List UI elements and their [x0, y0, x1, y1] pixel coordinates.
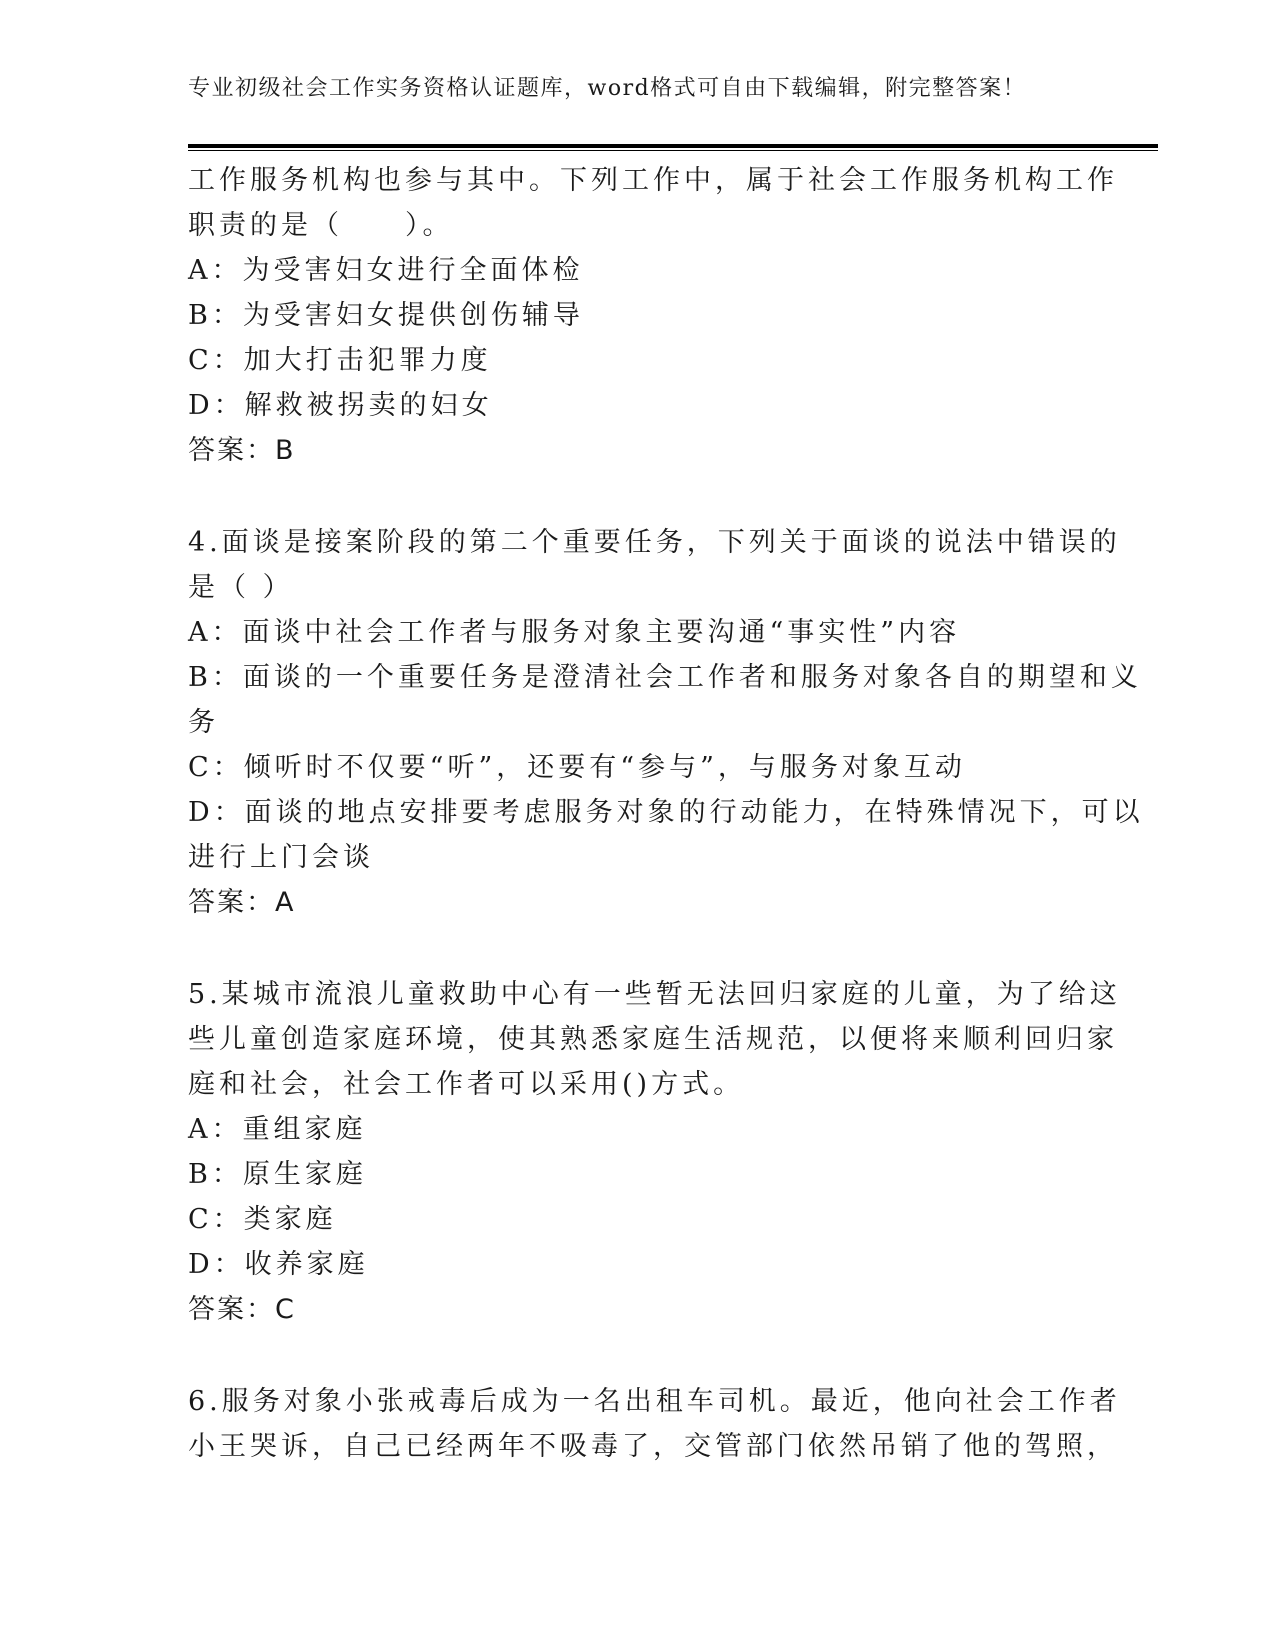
question-6 — [188, 1379, 1121, 1469]
question-stem-line: 是（ ） — [188, 572, 294, 603]
option-d: D：解救被拐卖的妇女 — [188, 390, 493, 421]
question-stem-line: 4.面谈是接案阶段的第二个重要任务，下列关于面谈的说法中错误的 — [188, 527, 1121, 558]
question-content — [188, 158, 1144, 1469]
option-d: D：收养家庭 — [188, 1249, 369, 1280]
option-d-continued: 进行上门会谈 — [188, 842, 374, 873]
question-stem-line: 6.服务对象小张戒毒后成为一名出租车司机。最近，他向社会工作者 — [188, 1386, 1121, 1417]
option-a: A：为受害妇女进行全面体检 — [188, 255, 584, 286]
question-stem-line: 职责的是（ ）。 — [188, 210, 454, 241]
option-b: B：为受害妇女提供创伤辅导 — [188, 300, 584, 331]
question-stem-line: 工作服务机构也参与其中。下列工作中，属于社会工作服务机构工作 — [188, 165, 1118, 196]
header-rule-thick — [188, 144, 1158, 148]
question-4 — [188, 520, 1144, 925]
option-b: B：面谈的一个重要任务是澄清社会工作者和服务对象各自的期望和义 — [188, 662, 1142, 693]
option-d: D：面谈的地点安排要考虑服务对象的行动能力，在特殊情况下，可以 — [188, 797, 1144, 828]
option-b: B：原生家庭 — [188, 1159, 367, 1190]
option-a: A：重组家庭 — [188, 1114, 367, 1145]
question-stem-line: 些儿童创造家庭环境，使其熟悉家庭生活规范，以便将来顺利回归家 — [188, 1024, 1118, 1055]
answer-line: 答案：C — [188, 1294, 296, 1325]
question-stem-line: 庭和社会，社会工作者可以采用()方式。 — [188, 1069, 745, 1100]
question-stem-line: 5.某城市流浪儿童救助中心有一些暂无法回归家庭的儿童，为了给这 — [188, 979, 1121, 1010]
answer-line: 答案：B — [188, 435, 296, 466]
option-c: C：加大打击犯罪力度 — [188, 345, 492, 376]
question-stem-line: 小王哭诉，自己已经两年不吸毒了，交管部门依然吊销了他的驾照， — [188, 1431, 1118, 1462]
option-c: C：倾听时不仅要“听”，还要有“参与”，与服务对象互动 — [188, 752, 966, 783]
question-3 — [188, 158, 1118, 473]
header-rule-thin — [188, 150, 1158, 151]
option-b-continued: 务 — [188, 707, 219, 738]
question-5 — [188, 972, 1121, 1332]
option-a: A：面谈中社会工作者与服务对象主要沟通“事实性”内容 — [188, 617, 961, 648]
answer-line: 答案：A — [188, 887, 296, 918]
page-header: 专业初级社会工作实务资格认证题库，word格式可自由下载编辑，附完整答案！ — [188, 76, 1027, 101]
option-c: C：类家庭 — [188, 1204, 337, 1235]
